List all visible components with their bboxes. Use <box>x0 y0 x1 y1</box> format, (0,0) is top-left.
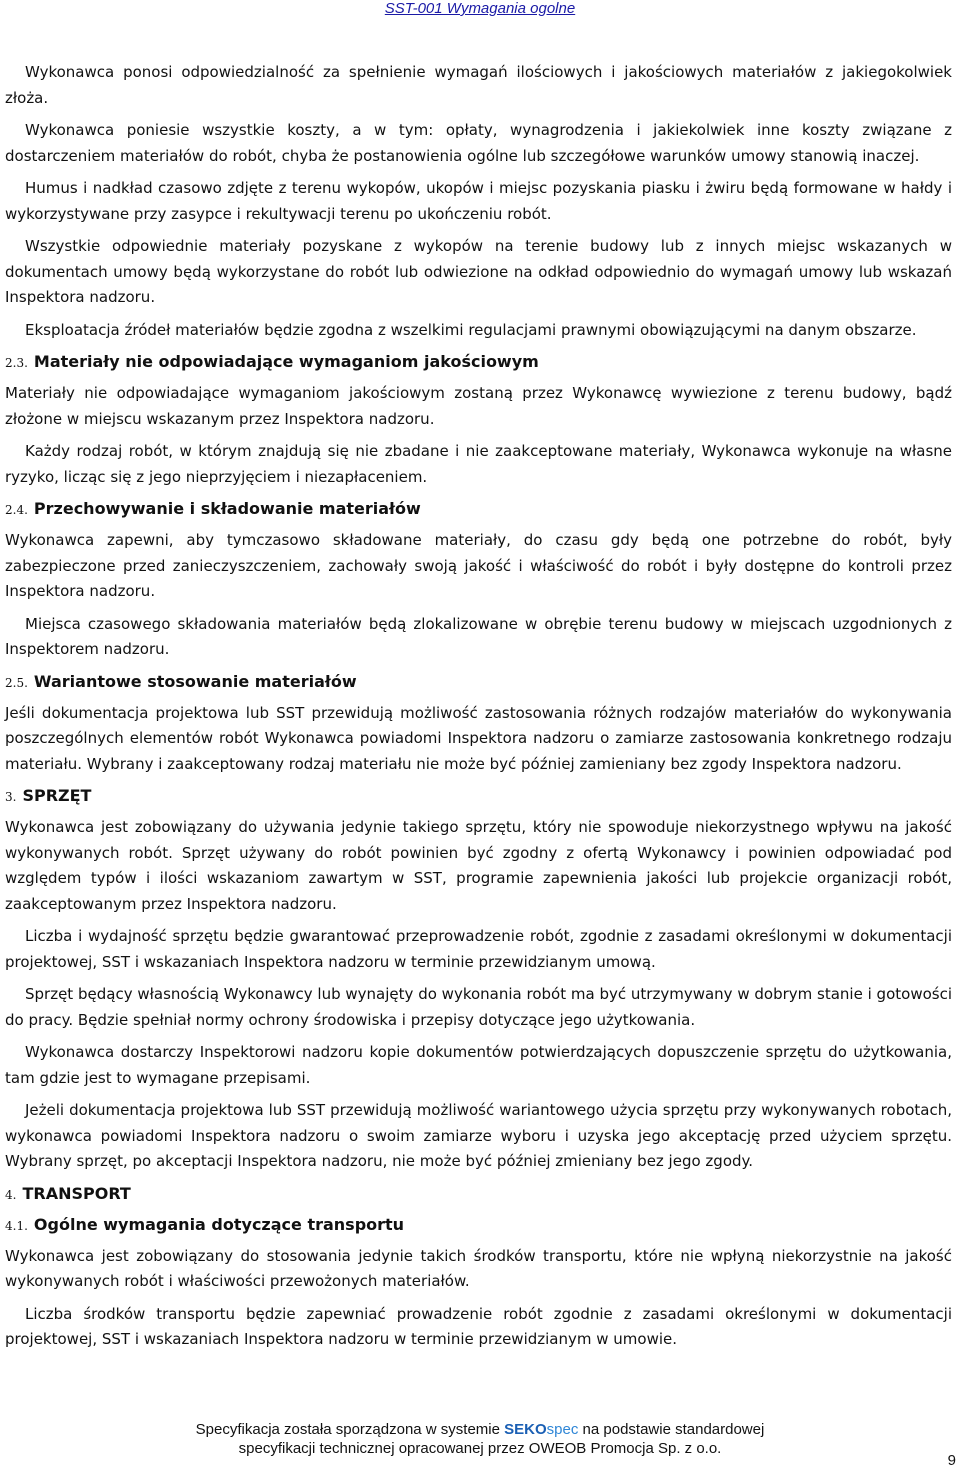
section-number: 4.1. <box>5 1218 28 1233</box>
paragraph: Sprzęt będący własnością Wykonawcy lub wynajęty do wykonania robót ma być utrzymywany w dobrym stanie i gotowości do pracy. Będzie spełniał normy ochrony środowiska i przepisy dotyczące jego użytkowania. <box>5 985 952 1029</box>
footer-text: na podstawie standardowej <box>582 1421 765 1438</box>
section-title: Przechowywanie i składowanie materiałów <box>33 499 421 518</box>
paragraph: Jeżeli dokumentacja projektowa lub SST przewidują możliwość wariantowego użycia sprzętu przy wykonywanych robotach, wykonawca powiadomi Inspektora nadzoru o swoim zamiarze wyboru i uzyska jego akceptację przed użyciem sprzętu. Wybrany sprzęt, po akceptacji Inspektora nadzoru, nie może być później zmieniany bez jego zgody. <box>5 1101 952 1170</box>
paragraph: Wykonawca dostarczy Inspektorowi nadzoru kopie dokumentów potwierdzających dopuszczenie sprzętu do użytkowania, tam gdzie jest to wymagane przepisami. <box>5 1043 952 1087</box>
section-heading-2-3 <box>5 350 952 375</box>
footer-line-2: specyfikacji technicznej opracowanej przez OWEOB Promocja Sp. z o.o. <box>238 1440 722 1457</box>
paragraph: Wykonawca zapewni, aby tymczasowo składowane materiały, do czasu gdy będą one potrzebne do robót, były zabezpieczone przed zanieczyszczeniem, zachowały swoją jakość i właściwość do robót i były dostępne do kontroli przez Inspektora nadzoru. <box>5 531 952 600</box>
section-number: 2.3. <box>5 356 28 370</box>
section-number: 4. <box>5 1187 17 1202</box>
page-footer <box>0 1420 960 1458</box>
section-heading-2-4 <box>5 497 952 522</box>
page-number: 9 <box>947 1452 956 1469</box>
paragraph: Wykonawca poniesie wszystkie koszty, a w tym: opłaty, wynagrodzenia i jakiekolwiek inne koszty związane z dostarczeniem materiałów do robót, chyba że postanowienia ogólne lub szczegółowe warunków umowy stanowią inaczej. <box>5 121 952 165</box>
section-number: 2.4. <box>5 503 28 517</box>
paragraph: Jeśli dokumentacja projektowa lub SST przewidują możliwość zastosowania różnych rodzajów materiałów do wykonywania poszczególnych elementów robót Wykonawca powiadomi Inspektora nadzoru o zamiarze zastosowania konkretnego rodzaju materiału. Wybrany i zaakceptowany rodzaj materiału nie może być później zamieniany bez zgody Inspektora nadzoru. <box>5 703 952 773</box>
section-title: SPRZĘT <box>22 786 92 805</box>
brand-logo-seko: SEKO <box>504 1421 547 1438</box>
section-title: Materiały nie odpowiadające wymaganiom jakościowym <box>33 352 539 371</box>
paragraph: Materiały nie odpowiadające wymaganiom jakościowym zostaną przez Wykonawcę wywiezione z terenu budowy, bądź złożone w miejscu wskazanym przez Inspektora nadzoru. <box>5 384 952 428</box>
paragraph: Wykonawca jest zobowiązany do używania jedynie takiego sprzętu, który nie spowoduje niekorzystnego wpływu na jakość wykonywanych robót. Sprzęt używany do robót powinien być zgodny z ofertą Wykonawcy i powinien odpowiadać pod względem typów i ilości wskazaniom zawartym w SST, programie zapewnienia jakości lub projekcie organizacji robót, zaakceptowanym przez Inspektora nadzoru. <box>5 818 952 913</box>
paragraph: Wykonawca jest zobowiązany do stosowania jedynie takich środków transportu, które nie wpłyną niekorzystnie na jakość wykonywanych robót i właściwości przewożonych materiałów. <box>5 1246 952 1290</box>
section-number: 2.5. <box>5 675 28 690</box>
footer-line-1 <box>0 1420 960 1439</box>
section-heading-4 <box>5 1182 952 1207</box>
paragraph: Liczba środków transportu będzie zapewniać prowadzenie robót zgodnie z zasadami określonymi w dokumentacji projektowej, SST i wskazaniach Inspektora nadzoru w terminie przewidzianym w umowie. <box>5 1304 952 1348</box>
page-header: SST-001 Wymagania ogolne <box>384 0 576 17</box>
document-body <box>5 60 952 1360</box>
paragraph: Miejsca czasowego składowania materiałów będą zlokalizowane w obrębie terenu budowy w miejscach uzgodnionych z Inspektorem nadzoru. <box>5 614 952 658</box>
paragraph: Wszystkie odpowiednie materiały pozyskane z wykopów na terenie budowy lub z innych miejsc wskazanych w dokumentach umowy będą wykorzystane do robót lub odwiezione na odkład odpowiednio do wymagań umowy lub wskazań Inspektora nadzoru. <box>5 237 952 306</box>
section-title: TRANSPORT <box>22 1183 131 1203</box>
section-heading-2-5 <box>5 670 952 695</box>
brand-logo-spec: spec <box>546 1421 579 1438</box>
paragraph: Liczba i wydajność sprzętu będzie gwarantować przeprowadzenie robót, zgodnie z zasadami określonymi w dokumentacji projektowej, SST i wskazaniach Inspektora nadzoru w terminie przewidzianym umową. <box>5 927 952 971</box>
footer-text: Specyfikacja została sporządzona w systemie <box>195 1421 500 1438</box>
paragraph: Wykonawca ponosi odpowiedzialność za spełnienie wymagań ilościowych i jakościowych materiałów z jakiegokolwiek złoża. <box>5 63 952 107</box>
section-number: 3. <box>5 790 17 804</box>
section-heading-4-1 <box>5 1213 952 1238</box>
paragraph: Humus i nadkład czasowo zdjęte z terenu wykopów, ukopów i miejsc pozyskania piasku i żwiru będą formowane w hałdy i wykorzystywane przy zasypce i rekultywacji terenu po ukończeniu robót. <box>5 179 952 223</box>
paragraph: Eksploatacja źródeł materiałów będzie zgodna z wszelkimi regulacjami prawnymi obowiązującymi na danym obszarze. <box>25 320 917 339</box>
section-heading-3 <box>5 784 952 809</box>
paragraph: Każdy rodzaj robót, w którym znajdują się nie zbadane i nie zaakceptowane materiały, Wykonawca wykonuje na własne ryzyko, licząc się z jego nieprzyjęciem i niezapłaceniem. <box>5 442 952 486</box>
section-title: Ogólne wymagania dotyczące transportu <box>33 1214 405 1234</box>
section-title: Wariantowe stosowanie materiałów <box>33 671 357 691</box>
